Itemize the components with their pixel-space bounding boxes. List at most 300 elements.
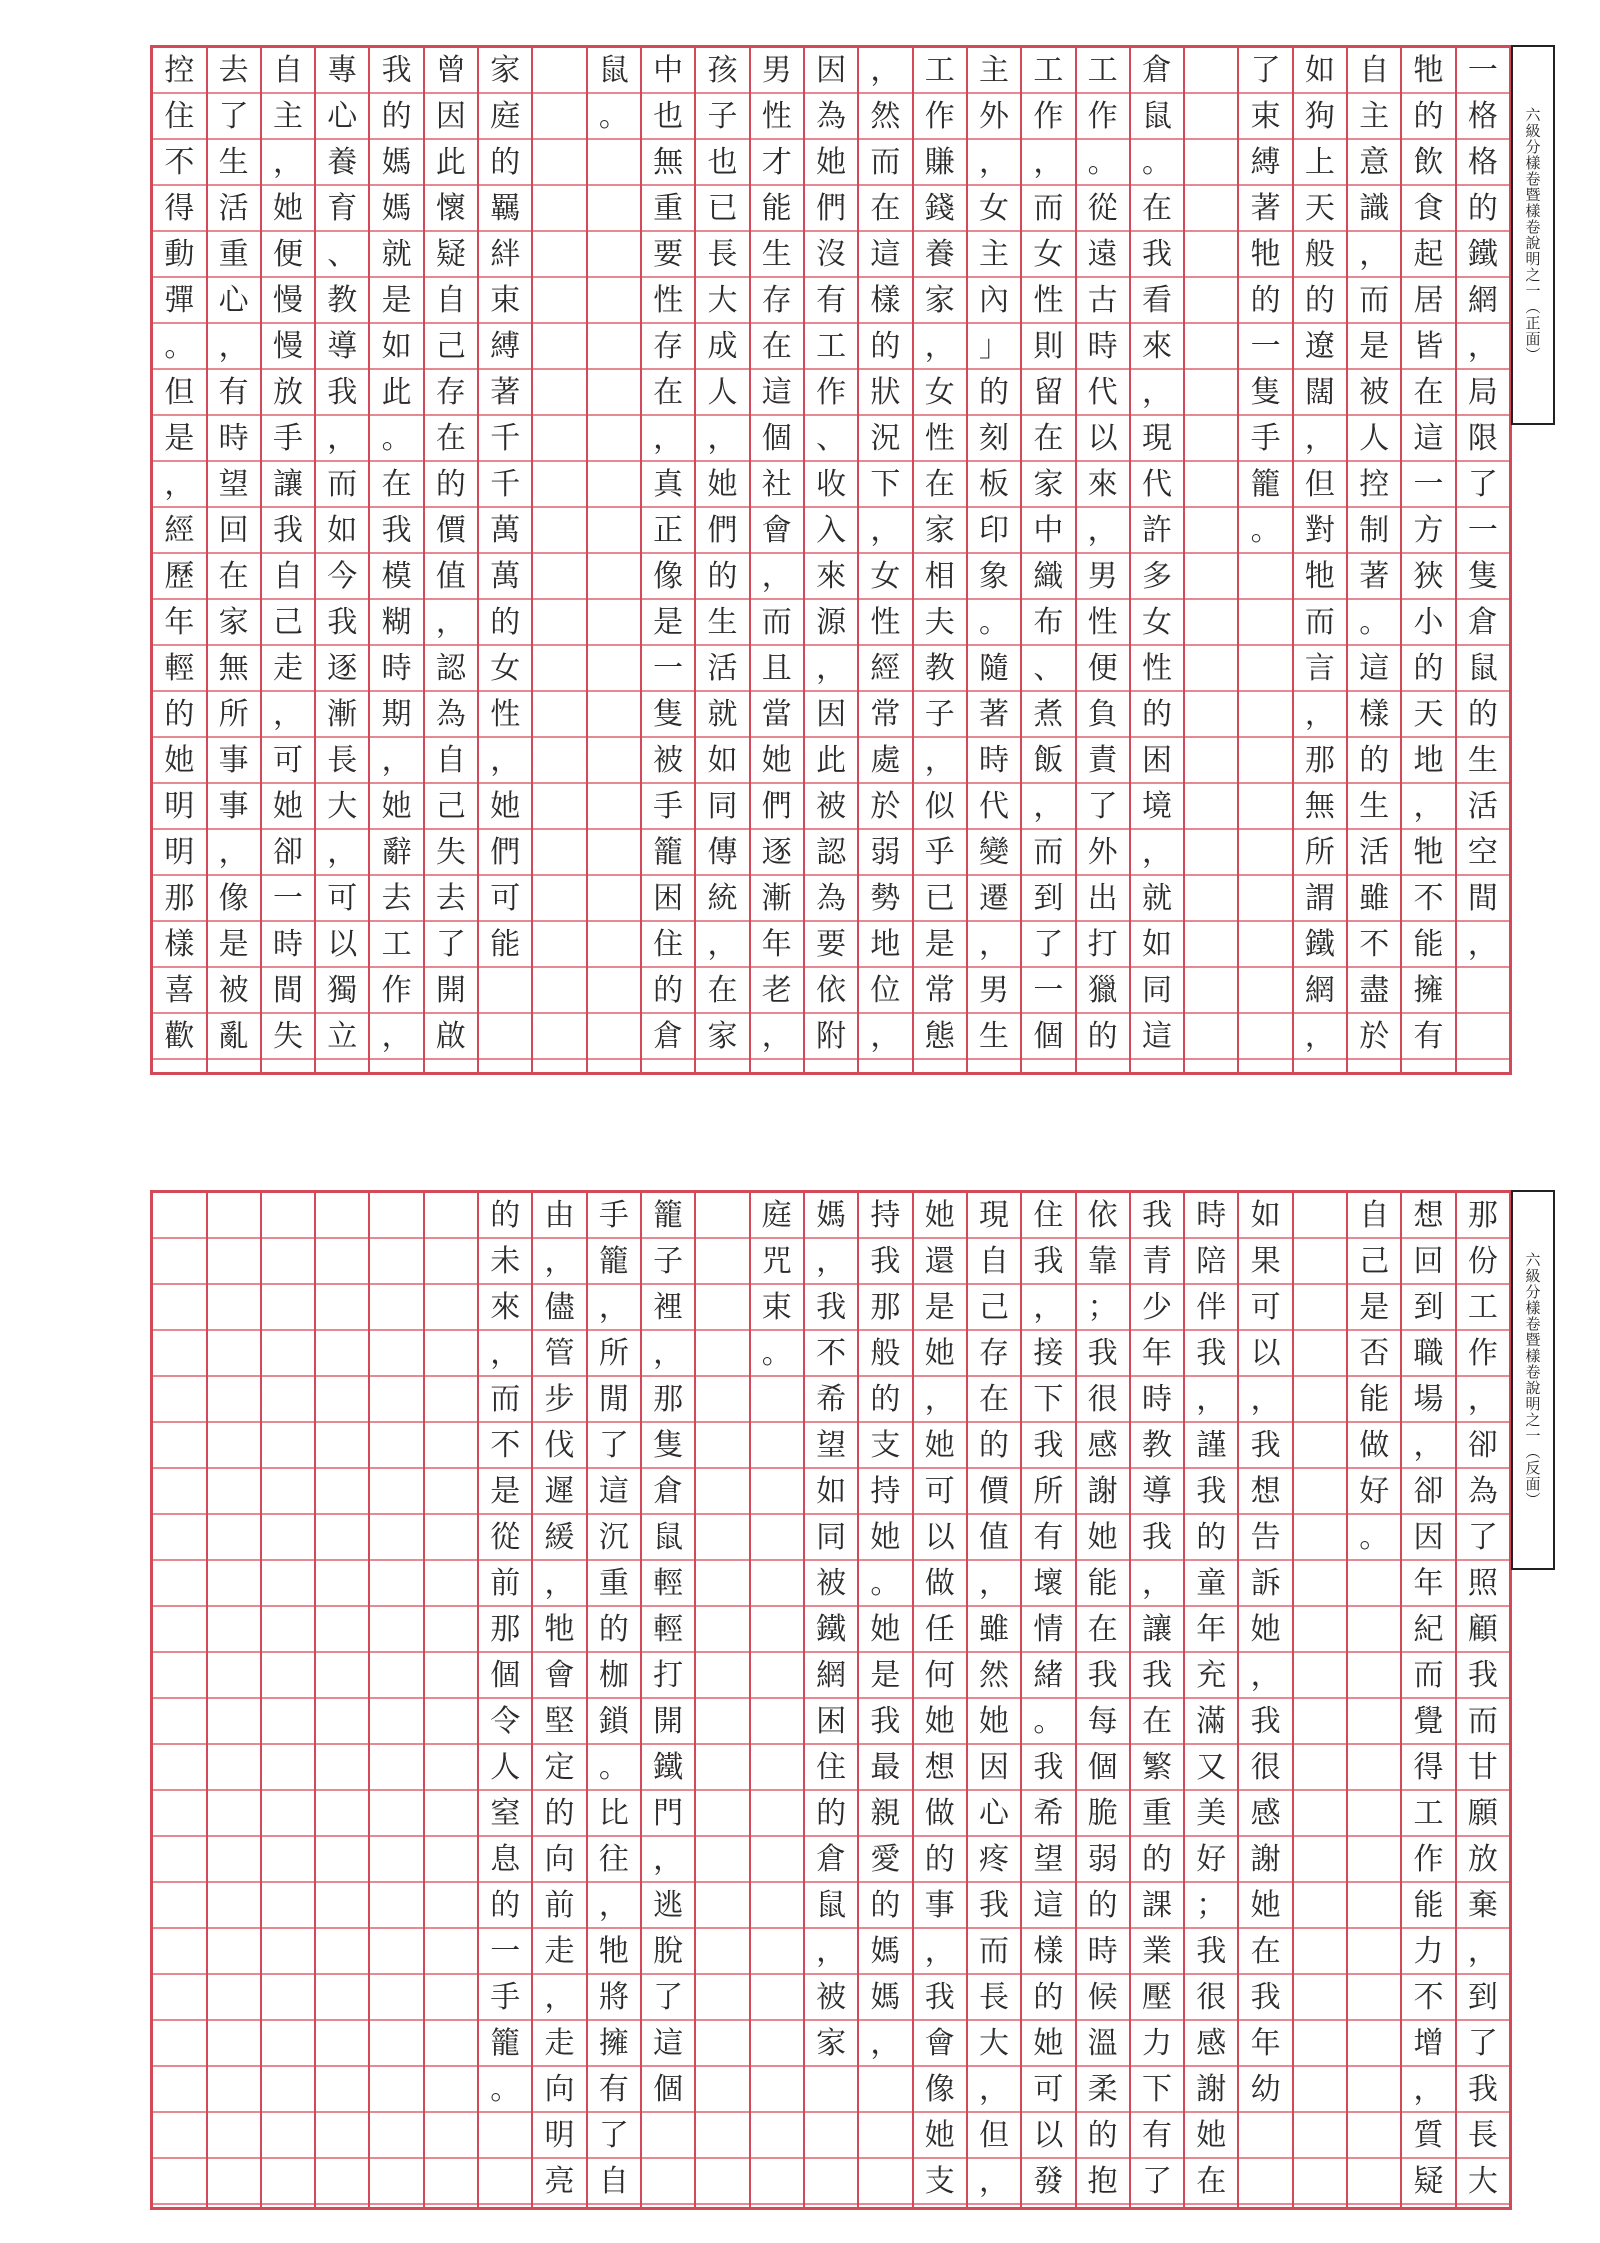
manuscript-cell: 庭	[761, 1198, 792, 1233]
manuscript-cell: 個	[490, 1658, 521, 1693]
manuscript-cell	[208, 1699, 260, 1745]
manuscript-cell	[208, 1377, 260, 1423]
manuscript-cell: 同	[1141, 973, 1172, 1008]
manuscript-cell: 乎	[924, 835, 955, 870]
manuscript-cell	[153, 2021, 205, 2067]
manuscript-cell: 的	[435, 467, 466, 502]
manuscript-cell: 正	[653, 513, 684, 548]
manuscript-cell	[316, 1285, 368, 1331]
manuscript-cell: 們	[761, 789, 792, 824]
manuscript-cell: 明	[544, 2118, 575, 2153]
manuscript-cell	[425, 1377, 477, 1423]
manuscript-cell: 慢	[272, 283, 303, 318]
manuscript-cell: 我	[1196, 1934, 1227, 1969]
manuscript-column	[803, 48, 857, 1072]
manuscript-cell: 無	[653, 145, 684, 180]
manuscript-cell: 份	[1467, 1244, 1498, 1279]
manuscript-cell: 去	[435, 881, 466, 916]
manuscript-cell	[588, 738, 640, 784]
manuscript-cell: 在	[870, 191, 901, 226]
manuscript-cell: 教	[1141, 1428, 1172, 1463]
manuscript-cell: 力	[1141, 2026, 1172, 2061]
manuscript-cell: 在	[1141, 191, 1172, 226]
manuscript-cell: 境	[1141, 789, 1172, 824]
manuscript-cell: 是	[164, 421, 195, 456]
manuscript-cell: 養	[924, 237, 955, 272]
manuscript-cell: 疼	[979, 1842, 1010, 1877]
manuscript-cell: 慢	[272, 329, 303, 364]
manuscript-cell: 萬	[490, 559, 521, 594]
manuscript-cell: 希	[1033, 1796, 1064, 1831]
manuscript-cell: 。	[1087, 145, 1118, 180]
manuscript-column	[1183, 1193, 1237, 2207]
manuscript-cell: 限	[1467, 421, 1498, 456]
manuscript-cell: 事	[218, 743, 249, 778]
manuscript-cell: 年	[1196, 1612, 1227, 1647]
manuscript-cell	[370, 1331, 422, 1377]
manuscript-cell: 居	[1413, 283, 1444, 318]
manuscript-cell	[588, 692, 640, 738]
manuscript-cell	[208, 1791, 260, 1837]
manuscript-cell: 作	[1467, 1336, 1498, 1371]
manuscript-cell: 庭	[490, 99, 521, 134]
manuscript-cell: 識	[1359, 191, 1390, 226]
manuscript-cell: 還	[924, 1244, 955, 1279]
manuscript-cell: ，	[924, 743, 955, 778]
manuscript-column	[1129, 48, 1183, 1072]
manuscript-cell: 的	[1141, 1842, 1172, 1877]
manuscript-cell: 以	[327, 927, 358, 962]
manuscript-cell: 又	[1196, 1750, 1227, 1785]
manuscript-cell	[1185, 600, 1237, 646]
manuscript-cell	[1239, 968, 1291, 1014]
manuscript-column	[1346, 48, 1400, 1072]
manuscript-cell: 謝	[1250, 1842, 1281, 1877]
manuscript-cell: 時	[272, 927, 303, 962]
manuscript-cell: ，	[1196, 1382, 1227, 1417]
manuscript-cell: ，	[490, 743, 521, 778]
manuscript-cell: 的	[870, 329, 901, 364]
manuscript-cell: 現	[979, 1198, 1010, 1233]
manuscript-cell: 可	[490, 881, 521, 916]
manuscript-cell: 如	[707, 743, 738, 778]
manuscript-cell: 羈	[490, 191, 521, 226]
manuscript-cell: 工	[1087, 53, 1118, 88]
manuscript-cell	[1348, 2159, 1400, 2205]
manuscript-cell: 而	[1359, 283, 1390, 318]
manuscript-cell: 中	[653, 53, 684, 88]
manuscript-cell: 來	[1141, 329, 1172, 364]
manuscript-cell: 生	[218, 145, 249, 180]
manuscript-cell: 年	[761, 927, 792, 962]
manuscript-cell: 卻	[272, 835, 303, 870]
manuscript-cell: ，	[1033, 1290, 1064, 1325]
manuscript-cell: 工	[924, 53, 955, 88]
manuscript-cell: 著	[979, 697, 1010, 732]
manuscript-cell: 模	[381, 559, 412, 594]
manuscript-cell: 狗	[1304, 99, 1335, 134]
manuscript-cell: 的	[1087, 2118, 1118, 2153]
manuscript-cell: 因	[1413, 1520, 1444, 1555]
manuscript-cell: 以	[924, 1520, 955, 1555]
manuscript-cell: 。	[381, 421, 412, 456]
manuscript-cell: 我	[924, 1980, 955, 2015]
manuscript-cell	[153, 1561, 205, 1607]
manuscript-cell: 輕	[653, 1612, 684, 1647]
manuscript-cell: 性	[1141, 651, 1172, 686]
manuscript-cell: 是	[218, 927, 249, 962]
manuscript-cell: 彈	[164, 283, 195, 318]
manuscript-cell: 作	[924, 99, 955, 134]
manuscript-cell: 著	[1250, 191, 1281, 226]
manuscript-cell	[370, 1883, 422, 1929]
manuscript-cell	[153, 1837, 205, 1883]
manuscript-cell	[370, 1561, 422, 1607]
manuscript-cell: 起	[1413, 237, 1444, 272]
manuscript-cell: 男	[979, 973, 1010, 1008]
manuscript-cell: ，	[1413, 2072, 1444, 2107]
manuscript-cell: 值	[979, 1520, 1010, 1555]
manuscript-cell: 到	[1033, 881, 1064, 916]
manuscript-cell: 場	[1413, 1382, 1444, 1417]
manuscript-cell	[262, 1975, 314, 2021]
manuscript-cell: 而	[761, 605, 792, 640]
manuscript-cell	[208, 1239, 260, 1285]
manuscript-cell: 言	[1304, 651, 1335, 686]
manuscript-cell: 成	[707, 329, 738, 364]
manuscript-cell	[751, 1607, 803, 1653]
manuscript-cell: 時	[1087, 1934, 1118, 1969]
manuscript-cell	[208, 1469, 260, 1515]
manuscript-cell: 感	[1196, 2026, 1227, 2061]
manuscript-cell	[588, 554, 640, 600]
manuscript-cell: 束	[761, 1290, 792, 1325]
manuscript-cell: ，	[1467, 1382, 1498, 1417]
manuscript-column	[1075, 1193, 1129, 2207]
manuscript-cell	[370, 1837, 422, 1883]
manuscript-cell: 她	[924, 2118, 955, 2153]
manuscript-cell: 作	[1033, 99, 1064, 134]
manuscript-cell: 糊	[381, 605, 412, 640]
manuscript-cell: 我	[1087, 1658, 1118, 1693]
manuscript-cell: 可	[924, 1474, 955, 1509]
manuscript-cell	[1294, 2113, 1346, 2159]
manuscript-cell: 她	[707, 467, 738, 502]
manuscript-cell: 下	[1033, 1382, 1064, 1417]
manuscript-cell	[479, 1014, 531, 1060]
manuscript-cell: 管	[544, 1336, 575, 1371]
manuscript-cell: 。	[164, 329, 195, 364]
manuscript-cell: 喜	[164, 973, 195, 1008]
manuscript-cell: 於	[1359, 1019, 1390, 1054]
manuscript-cell: 重	[1141, 1796, 1172, 1831]
manuscript-cell: 得	[1413, 1750, 1444, 1785]
manuscript-cell: 在	[979, 1382, 1010, 1417]
manuscript-cell	[316, 2113, 368, 2159]
manuscript-cell: 堅	[544, 1704, 575, 1739]
manuscript-cell: 謝	[1196, 2072, 1227, 2107]
manuscript-cell	[859, 2067, 911, 2113]
manuscript-cell	[425, 1331, 477, 1377]
manuscript-cell: 己	[979, 1290, 1010, 1325]
manuscript-cell: 留	[1033, 375, 1064, 410]
manuscript-cell: 是	[381, 283, 412, 318]
manuscript-cell: 她	[1250, 1888, 1281, 1923]
manuscript-cell: 主	[979, 237, 1010, 272]
manuscript-cell: 工	[1033, 53, 1064, 88]
manuscript-column	[1455, 1193, 1509, 2207]
manuscript-cell: 能	[1413, 927, 1444, 962]
manuscript-cell: 令	[490, 1704, 521, 1739]
manuscript-cell	[1239, 922, 1291, 968]
manuscript-cell	[208, 1285, 260, 1331]
manuscript-cell	[588, 462, 640, 508]
manuscript-column	[260, 1193, 314, 2207]
manuscript-cell: 質	[1413, 2118, 1444, 2153]
manuscript-column	[749, 1193, 803, 2207]
manuscript-cell: 倉	[653, 1019, 684, 1054]
manuscript-cell: 想	[1250, 1474, 1281, 1509]
manuscript-cell: 她	[272, 789, 303, 824]
manuscript-cell: 疑	[435, 237, 466, 272]
manuscript-cell: 一	[272, 881, 303, 916]
manuscript-cell: 同	[816, 1520, 847, 1555]
manuscript-cell	[208, 1745, 260, 1791]
manuscript-cell: 住	[653, 927, 684, 962]
manuscript-cell	[1294, 1929, 1346, 1975]
manuscript-cell	[696, 1285, 748, 1331]
manuscript-column	[586, 48, 640, 1072]
manuscript-cell	[1239, 692, 1291, 738]
manuscript-cell: 壓	[1141, 1980, 1172, 2015]
manuscript-cell: 子	[653, 1244, 684, 1279]
manuscript-cell: 要	[816, 927, 847, 962]
manuscript-cell: 發	[1033, 2164, 1064, 2199]
manuscript-cell: 飲	[1413, 145, 1444, 180]
manuscript-cell: 長	[327, 743, 358, 778]
manuscript-cell	[588, 324, 640, 370]
manuscript-cell: 疑	[1413, 2164, 1444, 2199]
manuscript-cell: ，	[761, 559, 792, 594]
manuscript-cell	[425, 1285, 477, 1331]
manuscript-cell	[262, 1607, 314, 1653]
manuscript-column	[206, 1193, 260, 2207]
manuscript-cell: 了	[1033, 927, 1064, 962]
manuscript-cell: 但	[979, 2118, 1010, 2153]
manuscript-cell	[425, 1699, 477, 1745]
manuscript-cell: 事	[924, 1888, 955, 1923]
manuscript-cell: 。	[1250, 513, 1281, 548]
manuscript-cell: 門	[653, 1796, 684, 1831]
manuscript-cell: 謝	[1087, 1474, 1118, 1509]
manuscript-cell	[1294, 1331, 1346, 1377]
manuscript-cell	[1185, 462, 1237, 508]
manuscript-cell	[479, 2113, 531, 2159]
manuscript-cell: 我	[1033, 1428, 1064, 1463]
manuscript-cell: 如	[1250, 1198, 1281, 1233]
manuscript-cell	[696, 1515, 748, 1561]
manuscript-cell: 漸	[327, 697, 358, 732]
manuscript-cell	[316, 1607, 368, 1653]
manuscript-cell: 會	[924, 2026, 955, 2061]
manuscript-cell: 那	[1304, 743, 1335, 778]
manuscript-cell: 去	[218, 53, 249, 88]
manuscript-cell	[751, 1469, 803, 1515]
manuscript-cell: 下	[1141, 2072, 1172, 2107]
manuscript-cell: 走	[272, 651, 303, 686]
manuscript-cell: 了	[598, 2118, 629, 2153]
manuscript-cell: 無	[1304, 789, 1335, 824]
back-grid	[153, 1193, 1509, 2207]
manuscript-cell: 果	[1250, 1244, 1281, 1279]
manuscript-cell: 當	[761, 697, 792, 732]
manuscript-cell: ，	[1304, 421, 1335, 456]
manuscript-cell: 如	[1304, 53, 1335, 88]
manuscript-cell: 能	[1413, 1888, 1444, 1923]
manuscript-cell	[153, 2113, 205, 2159]
manuscript-cell	[425, 1837, 477, 1883]
manuscript-cell: 像	[653, 559, 684, 594]
manuscript-cell: 籠	[490, 2026, 521, 2061]
manuscript-cell: 此	[816, 743, 847, 778]
manuscript-cell: 媽	[381, 191, 412, 226]
manuscript-cell: 。	[979, 605, 1010, 640]
manuscript-cell: 飯	[1033, 743, 1064, 778]
manuscript-cell: 孩	[707, 53, 738, 88]
manuscript-cell: 我	[979, 1888, 1010, 1923]
manuscript-cell	[370, 1653, 422, 1699]
manuscript-cell: 女	[979, 191, 1010, 226]
manuscript-column	[477, 48, 531, 1072]
manuscript-cell: 回	[218, 513, 249, 548]
manuscript-cell	[153, 1239, 205, 1285]
manuscript-cell	[588, 1014, 640, 1060]
manuscript-cell: 常	[924, 973, 955, 1008]
manuscript-cell: 因	[435, 99, 466, 134]
manuscript-cell: 抱	[1087, 2164, 1118, 2199]
manuscript-cell	[262, 1331, 314, 1377]
manuscript-cell: 媽	[870, 1934, 901, 1969]
manuscript-cell: ，	[1413, 1428, 1444, 1463]
manuscript-cell: 老	[761, 973, 792, 1008]
manuscript-cell: 這	[761, 375, 792, 410]
manuscript-cell	[1294, 1883, 1346, 1929]
manuscript-cell: 時	[1087, 329, 1118, 364]
manuscript-cell: 而	[1413, 1658, 1444, 1693]
manuscript-cell	[370, 1239, 422, 1285]
manuscript-cell: 了	[1087, 789, 1118, 824]
manuscript-cell: 古	[1087, 283, 1118, 318]
manuscript-cell: 工	[1413, 1796, 1444, 1831]
manuscript-cell: 的	[1467, 191, 1498, 226]
manuscript-cell: 那	[164, 881, 195, 916]
manuscript-cell: 然	[870, 99, 901, 134]
manuscript-sheet-back	[150, 1190, 1512, 2210]
manuscript-cell: ，	[979, 2072, 1010, 2107]
manuscript-cell	[1348, 1837, 1400, 1883]
manuscript-cell: 、	[816, 421, 847, 456]
manuscript-cell: 自	[1359, 53, 1390, 88]
manuscript-cell: 親	[870, 1796, 901, 1831]
manuscript-cell	[370, 2021, 422, 2067]
manuscript-cell: 有	[816, 283, 847, 318]
manuscript-cell: 性	[490, 697, 521, 732]
manuscript-cell: 想	[924, 1750, 955, 1785]
manuscript-cell	[316, 1193, 368, 1239]
manuscript-cell: 的	[490, 145, 521, 180]
manuscript-cell: 好	[1359, 1474, 1390, 1509]
manuscript-cell: 感	[1250, 1796, 1281, 1831]
manuscript-cell: 象	[979, 559, 1010, 594]
manuscript-cell	[1348, 1607, 1400, 1653]
manuscript-cell: 活	[218, 191, 249, 226]
manuscript-column	[531, 48, 585, 1072]
manuscript-cell: 我	[381, 513, 412, 548]
manuscript-cell: 弱	[870, 835, 901, 870]
manuscript-cell	[316, 1791, 368, 1837]
manuscript-cell: 牠	[1413, 835, 1444, 870]
manuscript-cell: ，	[870, 53, 901, 88]
manuscript-cell: 時	[1141, 1382, 1172, 1417]
manuscript-cell: 隨	[979, 651, 1010, 686]
manuscript-cell: 閒	[598, 1382, 629, 1417]
manuscript-cell	[208, 1837, 260, 1883]
manuscript-cell: ，	[707, 421, 738, 456]
manuscript-cell	[1185, 94, 1237, 140]
manuscript-cell: 卻	[1467, 1428, 1498, 1463]
manuscript-cell: 不	[1413, 1980, 1444, 2015]
manuscript-cell	[751, 1883, 803, 1929]
manuscript-cell	[588, 876, 640, 922]
manuscript-cell	[533, 784, 585, 830]
manuscript-cell: 存	[653, 329, 684, 364]
manuscript-cell: 天	[1413, 697, 1444, 732]
manuscript-cell: 這	[598, 1474, 629, 1509]
manuscript-cell: 時	[979, 743, 1010, 778]
manuscript-cell	[370, 2159, 422, 2205]
manuscript-cell: ，	[924, 1934, 955, 1969]
manuscript-cell: 這	[1413, 421, 1444, 456]
manuscript-cell: 柔	[1087, 2072, 1118, 2107]
manuscript-cell	[316, 1745, 368, 1791]
manuscript-cell	[262, 1699, 314, 1745]
manuscript-cell: 養	[327, 145, 358, 180]
manuscript-cell: 方	[1413, 513, 1444, 548]
manuscript-cell: 放	[1467, 1842, 1498, 1877]
manuscript-cell: 倉	[653, 1474, 684, 1509]
manuscript-cell: 我	[1141, 1198, 1172, 1233]
manuscript-cell: 為	[816, 881, 847, 916]
manuscript-cell: 隻	[1250, 375, 1281, 410]
manuscript-cell	[208, 1561, 260, 1607]
manuscript-cell: 在	[1413, 375, 1444, 410]
manuscript-cell: 擁	[1413, 973, 1444, 1008]
manuscript-cell: 她	[924, 1336, 955, 1371]
manuscript-cell: 遼	[1304, 329, 1335, 364]
manuscript-cell: ，	[327, 421, 358, 456]
manuscript-cell: 不	[1413, 881, 1444, 916]
manuscript-cell: 從	[1087, 191, 1118, 226]
manuscript-cell: 的	[924, 1842, 955, 1877]
manuscript-cell: 處	[870, 743, 901, 778]
manuscript-cell: 千	[490, 467, 521, 502]
manuscript-cell	[262, 1561, 314, 1607]
manuscript-cell: 會	[544, 1658, 575, 1693]
manuscript-cell: 回	[1413, 1244, 1444, 1279]
manuscript-cell: 生	[761, 237, 792, 272]
manuscript-cell: 心	[979, 1796, 1010, 1831]
manuscript-cell: 否	[1359, 1336, 1390, 1371]
